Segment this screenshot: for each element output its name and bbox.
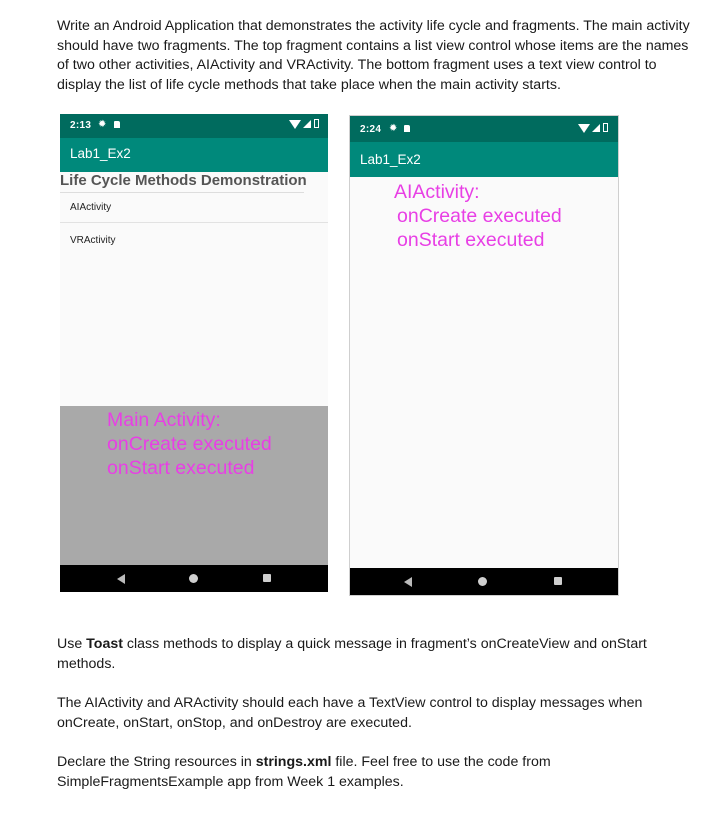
nav-bar: [60, 565, 328, 592]
toast-keyword: Toast: [86, 636, 123, 652]
signal-icon: [303, 120, 311, 128]
strings-text-before: Declare the String resources in: [57, 754, 256, 770]
strings-paragraph: [57, 753, 697, 792]
strings-text-after: file. Feel free to use the code from SimpleFragmentsExample app from Week 1 examples.: [57, 754, 551, 790]
app-bar: [60, 138, 328, 172]
list-item-aiactivity[interactable]: AIActivity: [70, 202, 112, 213]
app-title: Lab1_Ex2: [360, 152, 421, 167]
recent-apps-icon[interactable]: [263, 574, 271, 582]
main-activity-screenshot: [60, 114, 328, 592]
lifecycle-text: [107, 408, 272, 480]
settings-notification-icon: ✹: [389, 123, 398, 134]
app-title: Lab1_Ex2: [70, 146, 131, 161]
lifecycle-line: onStart executed: [107, 457, 255, 479]
back-icon[interactable]: [117, 574, 125, 584]
strings-keyword: strings.xml: [255, 754, 332, 770]
status-bar: [60, 114, 328, 138]
toast-text-before: Use: [57, 636, 87, 652]
home-icon[interactable]: [478, 577, 487, 586]
battery-icon: [603, 123, 608, 132]
sd-card-icon: [404, 125, 410, 132]
list-divider: [60, 222, 328, 223]
lifecycle-line: onStart executed: [397, 229, 545, 251]
lifecycle-line: AIActivity:: [394, 181, 480, 203]
bottom-fragment: [60, 406, 328, 566]
lifecycle-line: onCreate executed: [107, 433, 272, 455]
lifecycle-line: Main Activity:: [107, 409, 221, 431]
toast-text-after: class methods to display a quick message in fragment’s onCreateView and onStart methods.: [57, 636, 647, 672]
sd-card-icon: [114, 121, 120, 128]
toast-paragraph: [57, 635, 697, 674]
wifi-icon: [289, 120, 301, 129]
intro-paragraph: Write an Android Application that demonstrates the activity life cycle and fragments. The main activity should have two fragments. The top fragment contains a list view control whose items are the names of two other activities, AIActivity and VRActivity. The bottom fragment uses a text view control to display the list of life cycle methods that take place when the main activity starts.: [57, 18, 690, 93]
battery-icon: [314, 119, 319, 128]
lifecycle-line: onCreate executed: [397, 205, 562, 227]
app-bar: [350, 142, 618, 177]
ai-activity-screenshot: [349, 115, 619, 596]
wifi-icon: [578, 124, 590, 133]
signal-icon: [592, 124, 600, 132]
status-time: 2:24: [360, 124, 382, 135]
back-icon[interactable]: [404, 577, 412, 587]
settings-notification-icon: ✹: [98, 119, 107, 130]
status-time: 2:13: [70, 120, 92, 131]
textview-paragraph: The AIActivity and ARActivity should each have a TextView control to display messages when onCreate, onStart, onStop, and onDestroy are executed.: [57, 695, 643, 731]
fragment-heading: Life Cycle Methods Demonstration: [60, 172, 307, 189]
nav-bar: [350, 568, 618, 595]
list-item-vractivity[interactable]: VRActivity: [70, 235, 116, 246]
status-bar: [350, 116, 618, 142]
home-icon[interactable]: [189, 574, 198, 583]
heading-underline: [60, 192, 304, 193]
recent-apps-icon[interactable]: [554, 577, 562, 585]
lifecycle-text: [394, 180, 562, 252]
